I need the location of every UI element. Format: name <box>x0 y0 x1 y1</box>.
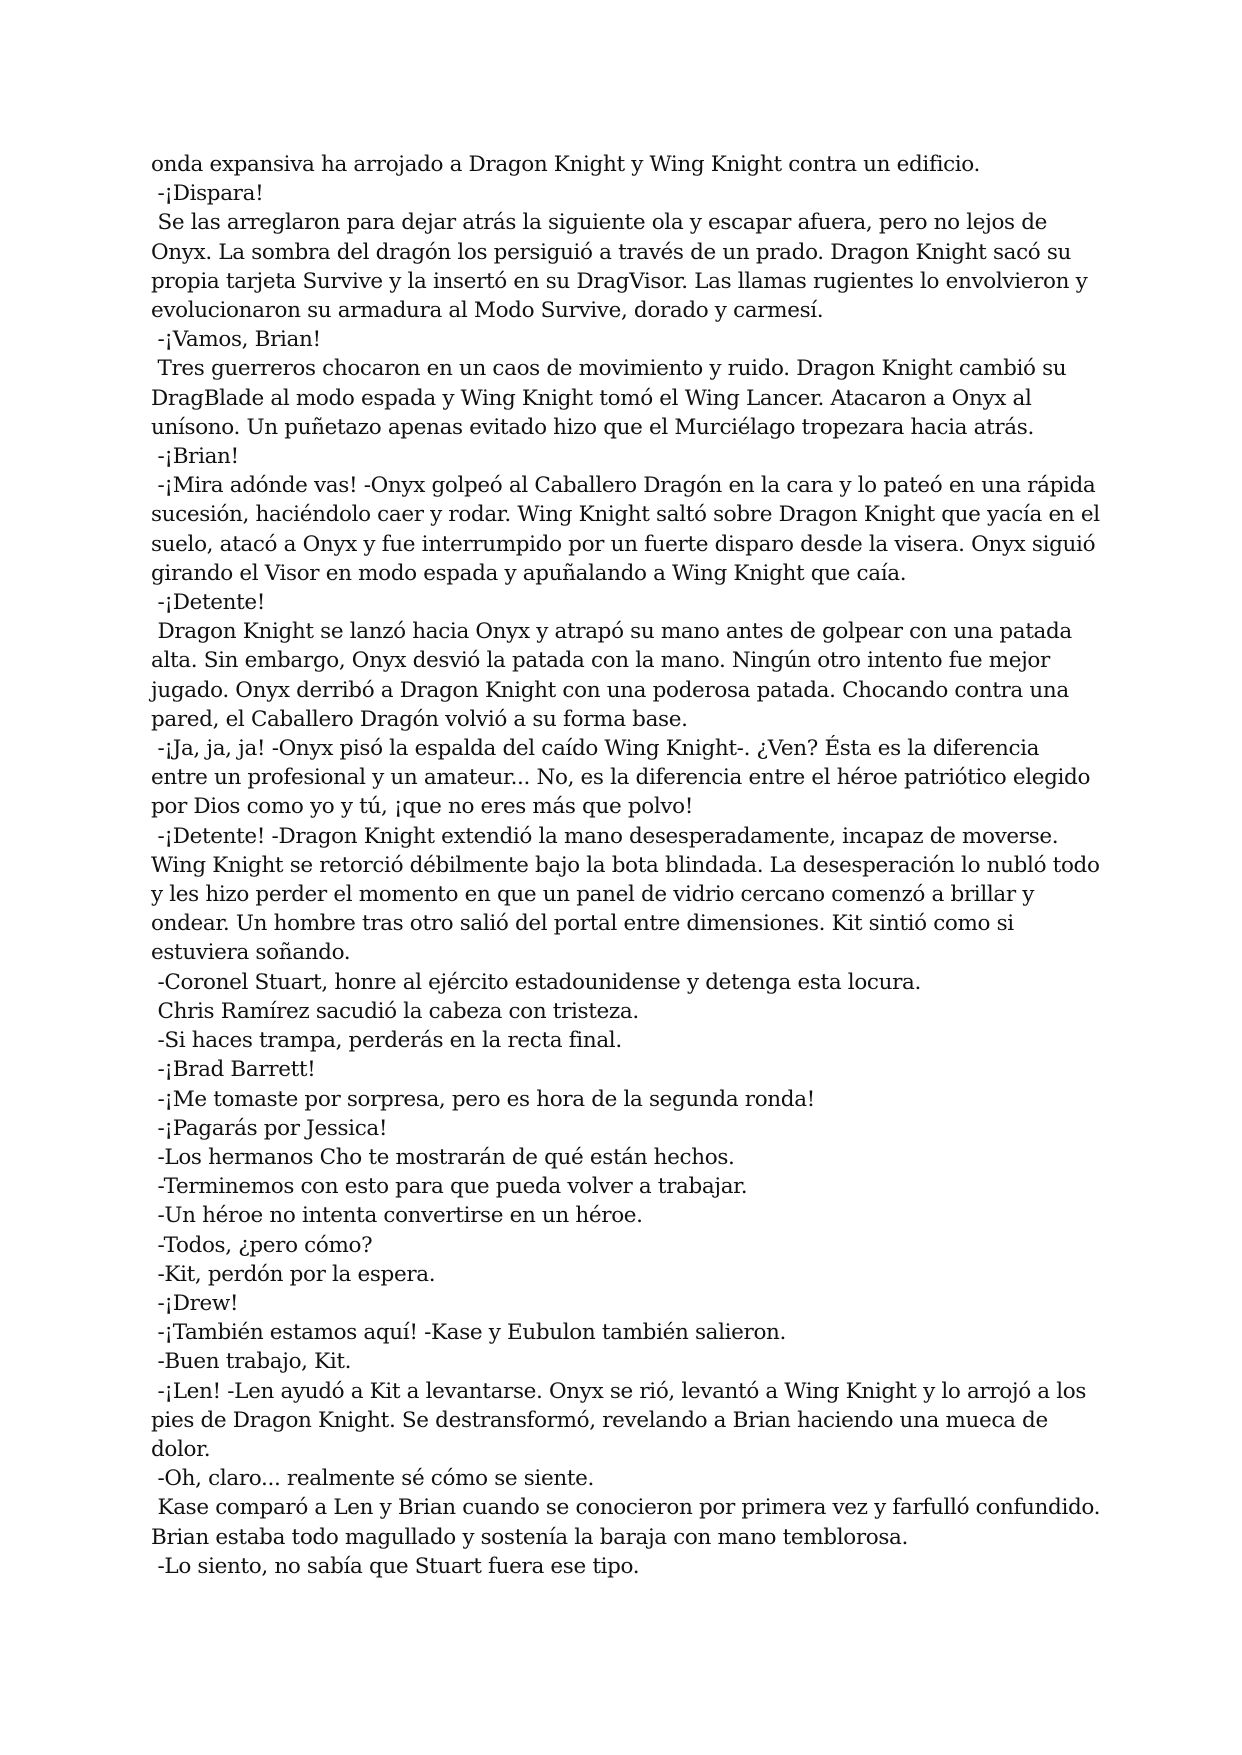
paragraph: Dragon Knight se lanzó hacia Onyx y atrapó su mano antes de golpear con una patada alta. Sin embargo, Onyx desvió la patada con la mano. Ningún otro intento fue mejor jugado. Onyx derribó a Dragon Knight con una poderosa patada. Chocando contra una pared, el Caballero Dragón volvió a su forma base. <box>151 619 1079 732</box>
paragraph: -¡También estamos aquí! -Kase y Eubulon también salieron. <box>151 1320 787 1346</box>
paragraph: -¡Pagarás por Jessica! <box>151 1115 388 1141</box>
paragraph: -¡Drew! <box>151 1290 239 1316</box>
paragraph: -¡Me tomaste por sorpresa, pero es hora de la segunda ronda! <box>151 1086 815 1112</box>
paragraph: -¡Mira adónde vas! -Onyx golpeó al Caballero Dragón en la cara y lo pateó en una rápida sucesión, haciéndolo caer y rodar. Wing Knight saltó sobre Dragon Knight que yacía en el suelo, atacó a Onyx y fue interrumpido por un fuerte disparo desde la visera. Onyx siguió girando el Visor en modo espada y apuñalando a Wing Knight que caía. <box>151 473 1107 586</box>
paragraph: -Un héroe no intenta convertirse en un héroe. <box>151 1203 643 1229</box>
paragraph: Kase comparó a Len y Brian cuando se conocieron por primera vez y farfulló confundido. Brian estaba todo magullado y sostenía la baraja con mano temblorosa. <box>151 1495 1107 1550</box>
paragraph: -¡Brad Barrett! <box>151 1057 316 1083</box>
paragraph: -Coronel Stuart, honre al ejército estadounidense y detenga esta locura. <box>151 969 921 995</box>
paragraph: -¡Brian! <box>151 444 239 470</box>
paragraph: -Los hermanos Cho te mostrarán de qué están hechos. <box>151 1144 735 1170</box>
paragraph: -¡Ja, ja, ja! -Onyx pisó la espalda del caído Wing Knight-. ¿Ven? Ésta es la diferencia entre un profesional y un amateur... No, es la diferencia entre el héroe patriótico elegido por Dios como yo y tú, ¡que no eres más que polvo! <box>151 736 1097 820</box>
paragraph: -Kit, perdón por la espera. <box>151 1261 436 1287</box>
paragraph: -Si haces trampa, perderás en la recta final. <box>151 1028 622 1054</box>
document-page <box>151 150 1107 1581</box>
paragraph: -¡Detente! -Dragon Knight extendió la mano desesperadamente, incapaz de moverse. Wing Knight se retorció débilmente bajo la bota blindada. La desesperación lo nubló todo y les hizo perder el momento en que un panel de vidrio cercano comenzó a brillar y ondear. Un hombre tras otro salió del portal entre dimensiones. Kit sintió como si estuviera soñando. <box>151 823 1107 966</box>
paragraph: onda expansiva ha arrojado a Dragon Knight y Wing Knight contra un edificio. <box>151 152 981 177</box>
paragraph: -¡Vamos, Brian! <box>151 327 321 353</box>
paragraph: -Lo siento, no sabía que Stuart fuera ese tipo. <box>151 1553 640 1579</box>
paragraph: Chris Ramírez sacudió la cabeza con tristeza. <box>151 998 639 1024</box>
paragraph: -Buen trabajo, Kit. <box>151 1349 352 1375</box>
paragraph: -Todos, ¿pero cómo? <box>151 1232 373 1258</box>
paragraph: -Terminemos con esto para que pueda volver a trabajar. <box>151 1174 748 1200</box>
paragraph: -¡Len! -Len ayudó a Kit a levantarse. Onyx se rió, levantó a Wing Knight y lo arrojó a los pies de Dragon Knight. Se destransformó, revelando a Brian haciendo una mueca de dolor. <box>151 1378 1093 1462</box>
paragraph: Se las arreglaron para dejar atrás la siguiente ola y escapar afuera, pero no lejos de Onyx. La sombra del dragón los persiguió a través de un prado. Dragon Knight sacó su propia tarjeta Survive y la insertó en su DragVisor. Las llamas rugientes lo envolvieron y evolucionaron su armadura al Modo Survive, dorado y carmesí. <box>151 210 1094 324</box>
paragraph: -Oh, claro... realmente sé cómo se siente. <box>151 1466 594 1492</box>
paragraph: Tres guerreros chocaron en un caos de movimiento y ruido. Dragon Knight cambió su DragBlade al modo espada y Wing Knight tomó el Wing Lancer. Atacaron a Onyx al unísono. Un puñetazo apenas evitado hizo que el Murciélago tropezara hacia atrás. <box>151 356 1073 440</box>
paragraph: -¡Detente! <box>151 590 266 616</box>
paragraph: -¡Dispara! <box>151 181 264 207</box>
